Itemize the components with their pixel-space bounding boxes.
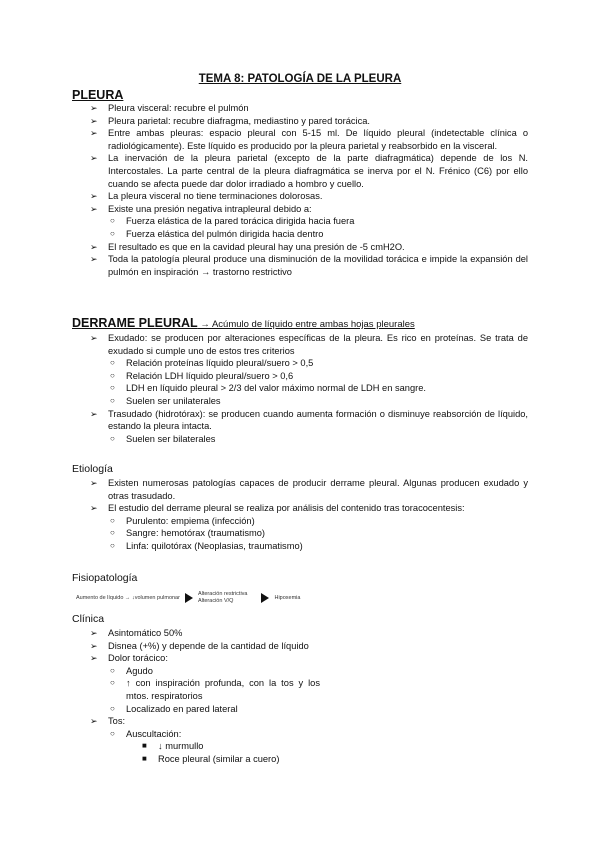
arrow-bullet-icon: ➢ [90,103,98,113]
list-item: ➢ El estudio del derrame pleural se realiza por análisis del contenido tras toracocentesis: ○ Purulento: empiema (infección) ○ Sangre: hemotórax (traumatismo) ○ Linfa: quilotórax (Neoplasias, traumatismo) [90,502,528,552]
page-title: TEMA 8: PATOLOGÍA DE LA PLEURA [198,73,402,85]
sub-list-item: ○ LDH en líquido pleural > 2/3 del valor máximo normal de LDH en sangre. [110,383,426,394]
fisiopatologia-diagram [76,588,300,608]
sub-list-item: ○ Suelen ser unilaterales [110,395,221,406]
arrow-bullet-icon: ➢ [90,254,98,265]
arrow-bullet-icon: ➢ [90,628,98,638]
list-item: ➢ Pleura visceral: recubre el pulmón [90,103,249,113]
list-item: ➢ Entre ambas pleuras: espacio pleural con 5-15 ml. De líquido pleural (indetectable clínica o radiológicamente). Este líquido es producido por la pleura parietal y reabsorbido en la visceral. [90,128,528,151]
list-item: ➢ Tos: ○ Auscultación: ■ ↓ murmullo ■ Roce pleural (similar a cuero) [90,715,528,765]
flow-step-2: Alteración restrictiva Alteración V/Q [197,591,248,604]
right-arrow-icon [261,593,269,603]
sub-sub-list-item: ■ Roce pleural (similar a cuero) [142,753,280,764]
section-heading-fisiopatologia: Fisiopatología [72,572,138,584]
sub-list-item: ○ Fuerza elástica del pulmón dirigida hacia dentro [110,228,324,239]
list-item: ➢ Disnea (+%) y depende de la cantidad de líquido [90,640,309,651]
sub-list-item: ○ Purulento: empiema (infección) [110,515,255,526]
list-item: ➢ Toda la patología pleural produce una disminución de la movilidad torácica e impide la expansión del pulmón en inspiración → trastorno restrictivo [90,254,528,277]
circle-bullet-icon: ○ [110,358,115,368]
circle-bullet-icon: ○ [110,728,115,738]
list-item: ➢ Trasudado (hidrotórax): se producen cuando aumenta formación o disminuye reabsorción de líquido, estando la pleura intacta. ○ Suelen ser bilaterales [90,408,528,444]
sub-list-item: ○ Sangre: hemotórax (traumatismo) [110,528,265,539]
sub-list-item: ○ Auscultación: ■ ↓ murmullo ■ Roce pleural (similar a cuero) [90,728,528,766]
list-item: ➢ Exudado: se producen por alteraciones específicas de la pleura. Es rico en proteínas. Se trata de exudado si cumple uno de estos tres criterios ○ Relación proteínas líquido pleural/suero > 0,5 ○ Relación LDH líquido pleural/suero > 0,6 ○ LDH en líquido pleural > 2/3 del valor máximo normal de LDH en sangre. ○ Suelen ser unilaterales [90,333,528,406]
circle-bullet-icon: ○ [110,383,115,393]
flow-step-3: Hipoxemia [274,595,301,601]
arrow-bullet-icon: ➢ [90,640,98,651]
section-heading-clinica: Clínica [72,613,105,625]
arrow-bullet-icon: ➢ [90,653,98,664]
list-item: ➢ La pleura visceral no tiene terminaciones dolorosas. [90,191,323,202]
circle-bullet-icon: ○ [110,216,115,226]
arrow-bullet-icon: ➢ [90,408,98,419]
circle-bullet-icon: ○ [110,370,115,380]
arrow-bullet-icon: ➢ [90,128,98,139]
etiologia-list [90,477,528,553]
arrow-bullet-icon: ➢ [90,503,98,514]
list-item: ➢ El resultado es que en la cavidad pleural hay una presión de -5 cmH2O. [90,241,405,252]
circle-bullet-icon: ○ [110,678,115,688]
circle-bullet-icon: ○ [110,433,115,443]
sub-list-item: ○ Relación proteínas líquido pleural/suero > 0,5 [110,358,314,369]
flow-step-1: Aumento de líquido → ↓volumen pulmonar [76,595,180,601]
derrame-list [90,332,528,445]
square-bullet-icon: ■ [142,741,147,751]
list-item: ➢ La inervación de la pleura parietal (excepto de la parte diafragmática) depende de los N. Intercostales. La parte central de la pleura diafragmática se inerva por el N. Frénico (C6) por ello cuando se afecta puede dar dolor irradiado a hombro y cuello. [90,153,528,189]
circle-bullet-icon: ○ [110,395,115,405]
sub-sub-list-item: ■ ↓ murmullo [142,741,204,752]
sub-list-item: ○ Fuerza elástica de la pared torácica dirigida hacia fuera [110,216,355,227]
arrow-bullet-icon: ➢ [90,115,98,126]
circle-bullet-icon: ○ [110,528,115,538]
square-bullet-icon: ■ [142,753,147,763]
circle-bullet-icon: ○ [110,703,115,713]
circle-bullet-icon: ○ [110,540,115,550]
sub-list-item: ○ Linfa: quilotórax (Neoplasias, traumatismo) [110,540,303,551]
arrow-bullet-icon: ➢ [90,153,98,164]
right-arrow-icon [185,593,193,603]
arrow-bullet-icon: ➢ [90,241,98,252]
sub-list-item: ○ Relación LDH líquido pleural/suero > 0,6 [110,370,294,381]
circle-bullet-icon: ○ [110,228,115,238]
arrow-bullet-icon: ➢ [90,478,98,488]
arrow-bullet-icon: ➢ [90,203,98,214]
list-item: ➢ Existe una presión negativa intrapleural debido a: ○ Fuerza elástica de la pared torácica dirigida hacia fuera ○ Fuerza elástica del pulmón dirigida hacia dentro [90,203,528,241]
sub-list-item: ○ ↑ con inspiración profunda, con la tos y los mtos. respiratorios [110,678,320,701]
list-item: ➢ Asintomático 50% [90,628,183,638]
circle-bullet-icon: ○ [110,665,115,675]
list-item: ➢ Pleura parietal: recubre diafragma, mediastino y pared torácica. [90,115,370,126]
arrow-bullet-icon: ➢ [90,191,98,202]
sub-list-item: ○ Agudo [110,665,153,676]
section-heading-derrame: DERRAME PLEURAL → Acúmulo de líquido entre ambas hojas pleurales [72,316,415,330]
section-heading-pleura: PLEURA [72,88,124,102]
clinica-list [90,627,528,766]
arrow-bullet-icon: ➢ [90,716,98,727]
pleura-list [90,102,528,278]
sub-list-item: ○ Localizado en pared lateral [110,703,238,714]
arrow-bullet-icon: ➢ [90,333,98,343]
derrame-definition: → Acúmulo de líquido entre ambas hojas pleurales [197,319,415,330]
list-item: ➢ Existen numerosas patologías capaces de producir derrame pleural. Algunas producen exudado y otras trasudado. [90,478,528,501]
section-heading-etiologia: Etiología [72,463,113,475]
list-item: ➢ Dolor torácico: ○ Agudo ○ ↑ con inspiración profunda, con la tos y los mtos. respiratorios ○ Localizado en pared lateral [90,653,320,714]
circle-bullet-icon: ○ [110,515,115,525]
sub-list-item: ○ Suelen ser bilaterales [110,433,216,444]
